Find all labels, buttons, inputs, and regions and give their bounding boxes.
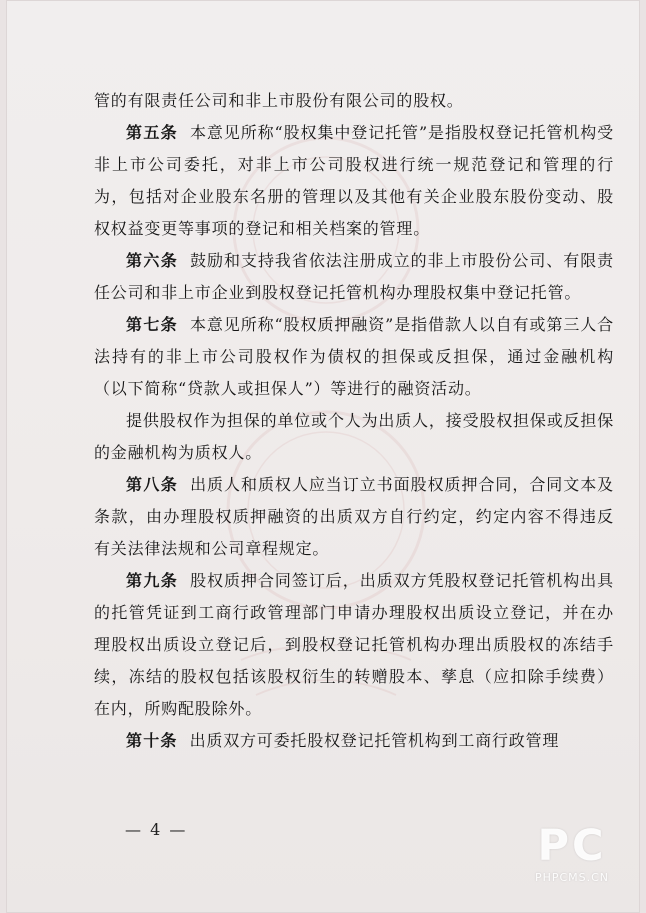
article-9-paragraph bbox=[94, 565, 614, 725]
page-number: — 4 — bbox=[125, 820, 188, 839]
article-10-paragraph bbox=[94, 725, 614, 757]
pledge-definition-paragraph bbox=[94, 405, 614, 469]
pledge-definition-text: 提供股权作为担保的单位或个人为出质人，接受股权担保或反担保的金融机构为质权人。 bbox=[94, 411, 614, 462]
article-6-paragraph bbox=[94, 245, 614, 309]
article-6-label: 第六条 bbox=[126, 251, 179, 270]
phpcms-logo-icon: PC bbox=[537, 821, 607, 871]
article-7-paragraph bbox=[94, 309, 614, 405]
article-9-text: 股权质押合同签订后，出质双方凭股权登记托管机构出具的托管凭证到工商行政管理部门申请办理股权出质设立登记，并在办理股权出质设立登记后，到股权登记托管机构办理出质股权的冻结手续，冻结的股权包括该股权衍生的转赠股本、孳息（应扣除手续费）在内，所购配股除外。 bbox=[94, 571, 614, 718]
paragraph-0-text: 管的有限责任公司和非上市股份有限公司的股权。 bbox=[94, 91, 464, 110]
article-8-text: 出质人和质权人应当订立书面股权质押合同，合同文本及条款，由办理股权质押融资的出质双方自行约定，约定内容不得违反有关法律法规和公司章程规定。 bbox=[94, 475, 614, 558]
document-page bbox=[6, 0, 640, 913]
phpcms-watermark bbox=[516, 823, 628, 895]
article-5-label: 第五条 bbox=[126, 123, 178, 142]
document-body bbox=[94, 85, 614, 757]
article-6-text: 鼓励和支持我省依法注册成立的非上市股份公司、有限责任公司和非上市企业到股权登记托管机构办理股权集中登记托管。 bbox=[94, 251, 614, 302]
article-9-label: 第九条 bbox=[126, 571, 179, 590]
article-10-label: 第十条 bbox=[126, 731, 178, 750]
watermark-domain: PHPCMS.CN bbox=[534, 871, 610, 884]
article-8-paragraph bbox=[94, 469, 614, 565]
article-5-paragraph bbox=[94, 117, 614, 245]
article-7-label: 第七条 bbox=[126, 315, 178, 334]
paragraph-0 bbox=[94, 85, 614, 117]
article-7-text: 本意见所称“股权质押融资”是指借款人以自有或第三人合法持有的非上市公司股权作为债权的担保或反担保，通过金融机构（以下简称“贷款人或担保人”）等进行的融资活动。 bbox=[94, 315, 614, 398]
article-8-label: 第八条 bbox=[126, 475, 179, 494]
article-10-text: 出质双方可委托股权登记托管机构到工商行政管理 bbox=[189, 731, 560, 750]
article-5-text: 本意见所称“股权集中登记托管”是指股权登记托管机构受非上市公司委托，对非上市公司股权进行统一规范登记和管理的行为，包括对企业股东名册的管理以及其他有关企业股东股份变动、股权权益变更等事项的登记和相关档案的管理。 bbox=[94, 123, 614, 238]
